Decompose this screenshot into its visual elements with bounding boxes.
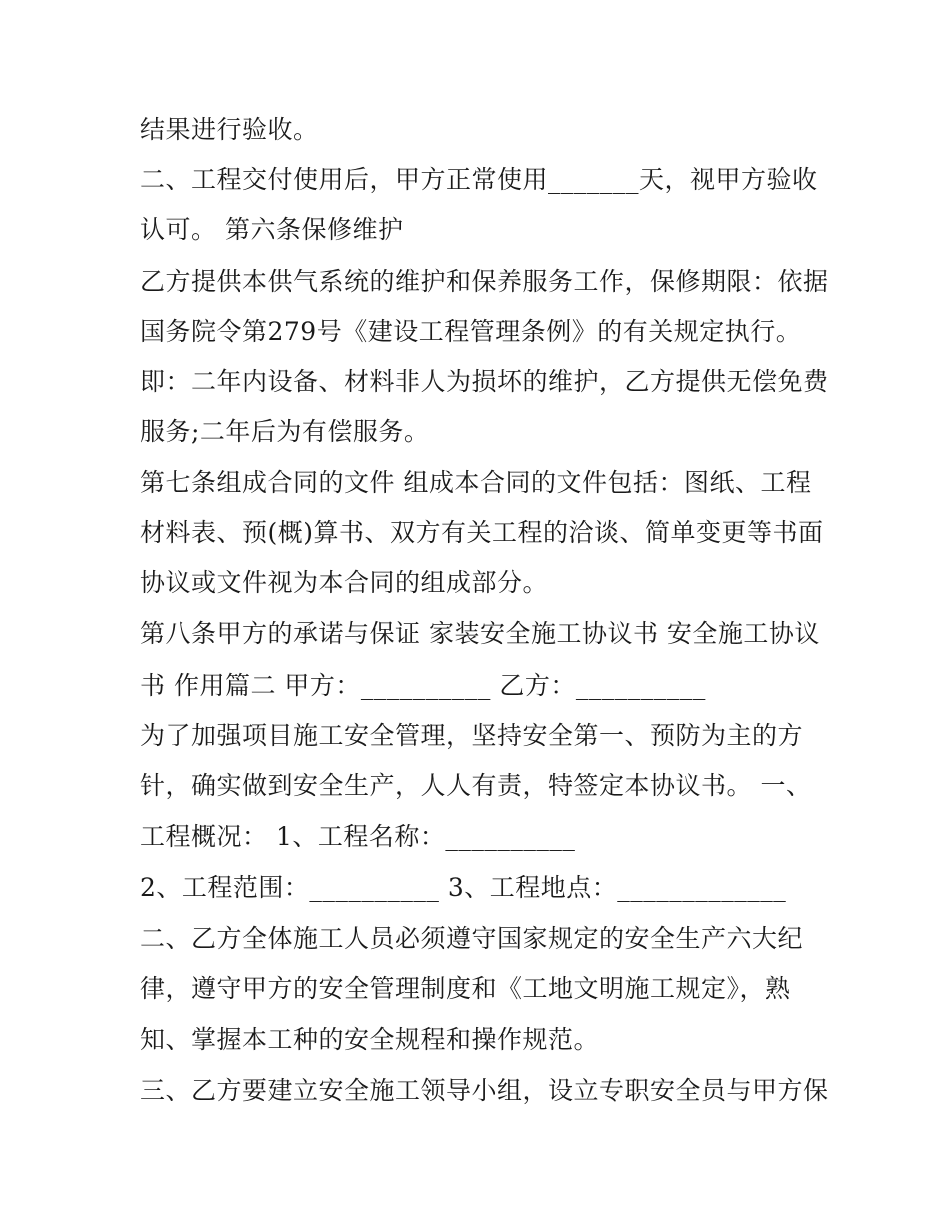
text-line-11: 第八条甲方的承诺与保证 家装安全施工协议书 安全施工协议 xyxy=(140,619,820,648)
text-line-3: 认可。 第六条保修维护 xyxy=(140,215,404,244)
text-line-18: 律，遵守甲方的安全管理制度和《工地文明施工规定》，熟 xyxy=(140,974,791,1003)
text-line-16: 2、工程范围：__________ 3、工程地点：_____________ xyxy=(140,873,787,902)
text-line-7: 服务;二年后为有偿服务。 xyxy=(140,417,430,446)
text-line-8: 第七条组成合同的文件 组成本合同的文件包括：图纸、工程 xyxy=(140,468,812,497)
text-line-17: 二、乙方全体施工人员必须遵守国家规定的安全生产六大纪 xyxy=(140,924,804,953)
text-line-5: 国务院令第279号《建设工程管理条例》的有关规定执行。 xyxy=(140,317,802,346)
text-line-6: 即：二年内设备、材料非人为损坏的维护，乙方提供无偿免费 xyxy=(140,367,829,396)
text-line-10: 协议或文件视为本合同的组成部分。 xyxy=(140,568,549,597)
text-line-13: 为了加强项目施工安全管理，坚持安全第一、预防为主的方 xyxy=(140,721,804,750)
text-line-2: 二、工程交付使用后，甲方正常使用_______天，视甲方验收 xyxy=(140,165,818,194)
text-line-9: 材料表、预(概)算书、双方有关工程的洽谈、简单变更等书面 xyxy=(140,518,824,547)
text-line-19: 知、掌握本工种的安全规程和操作规范。 xyxy=(140,1025,600,1054)
text-line-1: 结果进行验收。 xyxy=(140,115,319,144)
text-line-4: 乙方提供本供气系统的维护和保养服务工作，保修期限：依据 xyxy=(140,267,829,296)
text-line-14: 针，确实做到安全生产，人人有责，特签定本协议书。 一、 xyxy=(140,771,812,800)
text-line-20: 三、乙方要建立安全施工领导小组，设立专职安全员与甲方保 xyxy=(140,1076,829,1105)
text-line-15: 工程概况： 1、工程名称：__________ xyxy=(140,822,576,851)
text-line-12: 书 作用篇二 甲方：__________ 乙方：__________ xyxy=(140,671,706,700)
